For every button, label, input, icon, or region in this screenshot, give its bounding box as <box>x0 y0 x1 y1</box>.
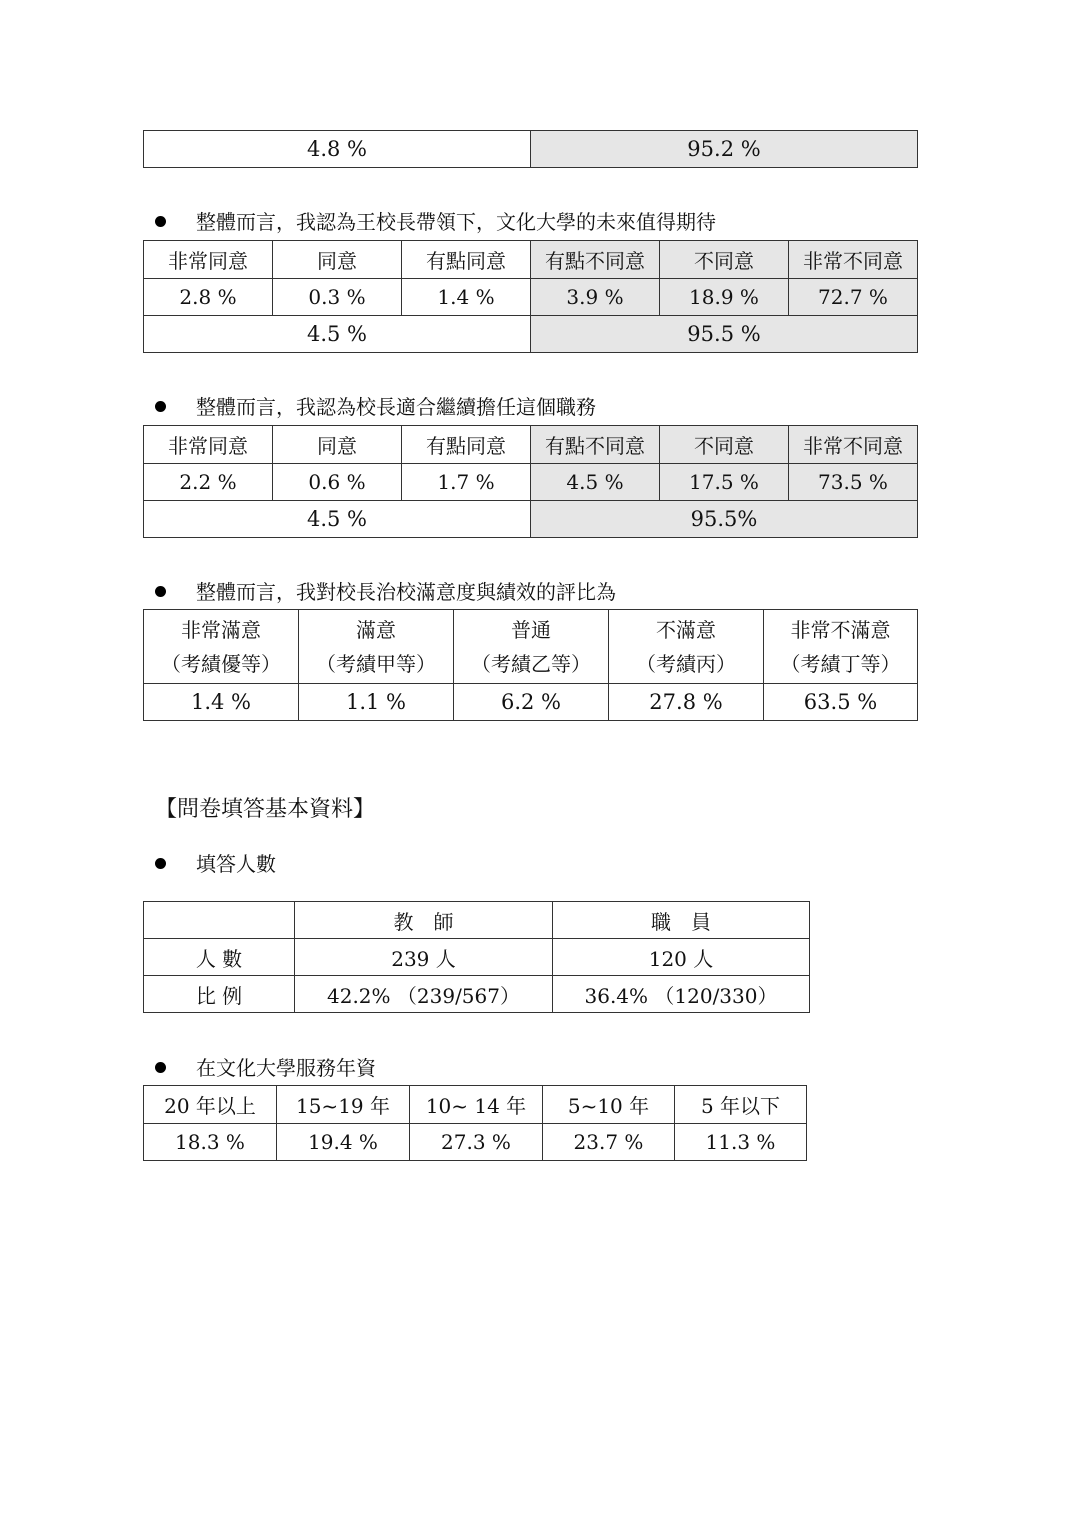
bullet-icon <box>155 1062 166 1073</box>
header-cell: 不同意 <box>660 426 789 464</box>
rating-label: 滿意 <box>356 617 396 642</box>
question-rating-text: 整體而言，我對校長治校滿意度與績效的評比為 <box>196 580 616 604</box>
total-agree-cell: 4.5 % <box>144 316 531 353</box>
row-label: 人 數 <box>144 939 295 976</box>
question-rating <box>155 580 616 604</box>
header-cell: 15~19 年 <box>277 1086 410 1124</box>
question-continue-text: 整體而言，我認為校長適合繼續擔任這個職務 <box>196 395 596 419</box>
value-cell: 23.7 % <box>543 1124 675 1161</box>
header-cell: 有點同意 <box>402 241 531 279</box>
value-cell: 6.2 % <box>454 684 609 721</box>
value-cell: 1.1 % <box>299 684 454 721</box>
value-cell: 27.8 % <box>609 684 764 721</box>
header-cell: 20 年以上 <box>144 1086 277 1124</box>
header-cell: 非常同意 <box>144 426 273 464</box>
value-cell: 27.3 % <box>410 1124 543 1161</box>
header-cell: 有點不同意 <box>531 241 660 279</box>
value-cell: 0.3 % <box>273 279 402 316</box>
header-cell: 非常不同意 <box>789 426 918 464</box>
value-cell: 73.5 % <box>789 464 918 501</box>
value-cell: 63.5 % <box>764 684 918 721</box>
rating-label: 不滿意 <box>656 617 716 642</box>
header-cell: 同意 <box>273 241 402 279</box>
col-header-teacher: 教 師 <box>295 902 553 939</box>
value-cell: 11.3 % <box>675 1124 807 1161</box>
staff-count: 120 人 <box>553 939 810 976</box>
q-continue-table <box>143 425 918 538</box>
bullet-icon <box>155 216 166 227</box>
question-continue <box>155 395 596 419</box>
teacher-ratio: 42.2% （239/567） <box>295 976 553 1013</box>
header-cell: 5~10 年 <box>543 1086 675 1124</box>
seniority-label-text: 在文化大學服務年資 <box>196 1056 376 1080</box>
value-cell: 1.4 % <box>144 684 299 721</box>
value-cell: 2.8 % <box>144 279 273 316</box>
header-cell: 非常同意 <box>144 241 273 279</box>
header-cell: 同意 <box>273 426 402 464</box>
rating-sublabel: （考績丁等） <box>780 651 901 676</box>
rating-label: 非常滿意 <box>181 617 261 642</box>
value-cell: 18.9 % <box>660 279 789 316</box>
header-cell: 有點同意 <box>402 426 531 464</box>
total-agree-cell: 4.5 % <box>144 501 531 538</box>
bullet-icon <box>155 586 166 597</box>
question-future <box>155 210 716 234</box>
rating-sublabel: （考績丙） <box>636 651 736 676</box>
total-disagree-cell: 95.5% <box>531 501 918 538</box>
value-cell: 0.6 % <box>273 464 402 501</box>
rating-header-cell <box>764 610 918 684</box>
rating-header-cell <box>454 610 609 684</box>
question-future-text: 整體而言，我認為王校長帶領下，文化大學的未來值得期待 <box>196 210 716 234</box>
section-title: 【問卷填答基本資料】 <box>155 797 376 822</box>
rating-label: 非常不滿意 <box>790 617 891 642</box>
rating-label: 普通 <box>511 617 551 642</box>
value-cell: 17.5 % <box>660 464 789 501</box>
value-cell: 72.7 % <box>789 279 918 316</box>
header-cell: 不同意 <box>660 241 789 279</box>
corner-cell <box>144 902 295 939</box>
row-label: 比 例 <box>144 976 295 1013</box>
header-cell: 非常不同意 <box>789 241 918 279</box>
q-future-table <box>143 240 918 353</box>
header-cell: 有點不同意 <box>531 426 660 464</box>
value-cell: 18.3 % <box>144 1124 277 1161</box>
header-cell: 10~ 14 年 <box>410 1086 543 1124</box>
top-summary-table <box>143 130 918 168</box>
bullet-icon <box>155 858 166 869</box>
seniority-label <box>155 1056 376 1080</box>
rating-header-cell <box>144 610 299 684</box>
value-cell: 19.4 % <box>277 1124 410 1161</box>
col-header-staff: 職 員 <box>553 902 810 939</box>
q-rating-table <box>143 609 918 721</box>
rating-sublabel: （考績乙等） <box>471 651 591 676</box>
value-cell: 4.5 % <box>531 464 660 501</box>
teacher-count: 239 人 <box>295 939 553 976</box>
summary-agree-total: 4.8 % <box>144 131 531 168</box>
rating-sublabel: （考績優等） <box>161 651 281 676</box>
staff-ratio: 36.4% （120/330） <box>553 976 810 1013</box>
seniority-table <box>143 1085 807 1161</box>
value-cell: 1.4 % <box>402 279 531 316</box>
respondents-label <box>155 852 276 876</box>
total-disagree-cell: 95.5 % <box>531 316 918 353</box>
rating-sublabel: （考績甲等） <box>316 651 436 676</box>
respondents-table <box>143 901 810 1013</box>
respondents-label-text: 填答人數 <box>196 852 276 876</box>
value-cell: 3.9 % <box>531 279 660 316</box>
header-cell: 5 年以下 <box>675 1086 807 1124</box>
rating-header-cell <box>609 610 764 684</box>
summary-disagree-total: 95.2 % <box>531 131 918 168</box>
bullet-icon <box>155 401 166 412</box>
rating-header-cell <box>299 610 454 684</box>
value-cell: 2.2 % <box>144 464 273 501</box>
value-cell: 1.7 % <box>402 464 531 501</box>
